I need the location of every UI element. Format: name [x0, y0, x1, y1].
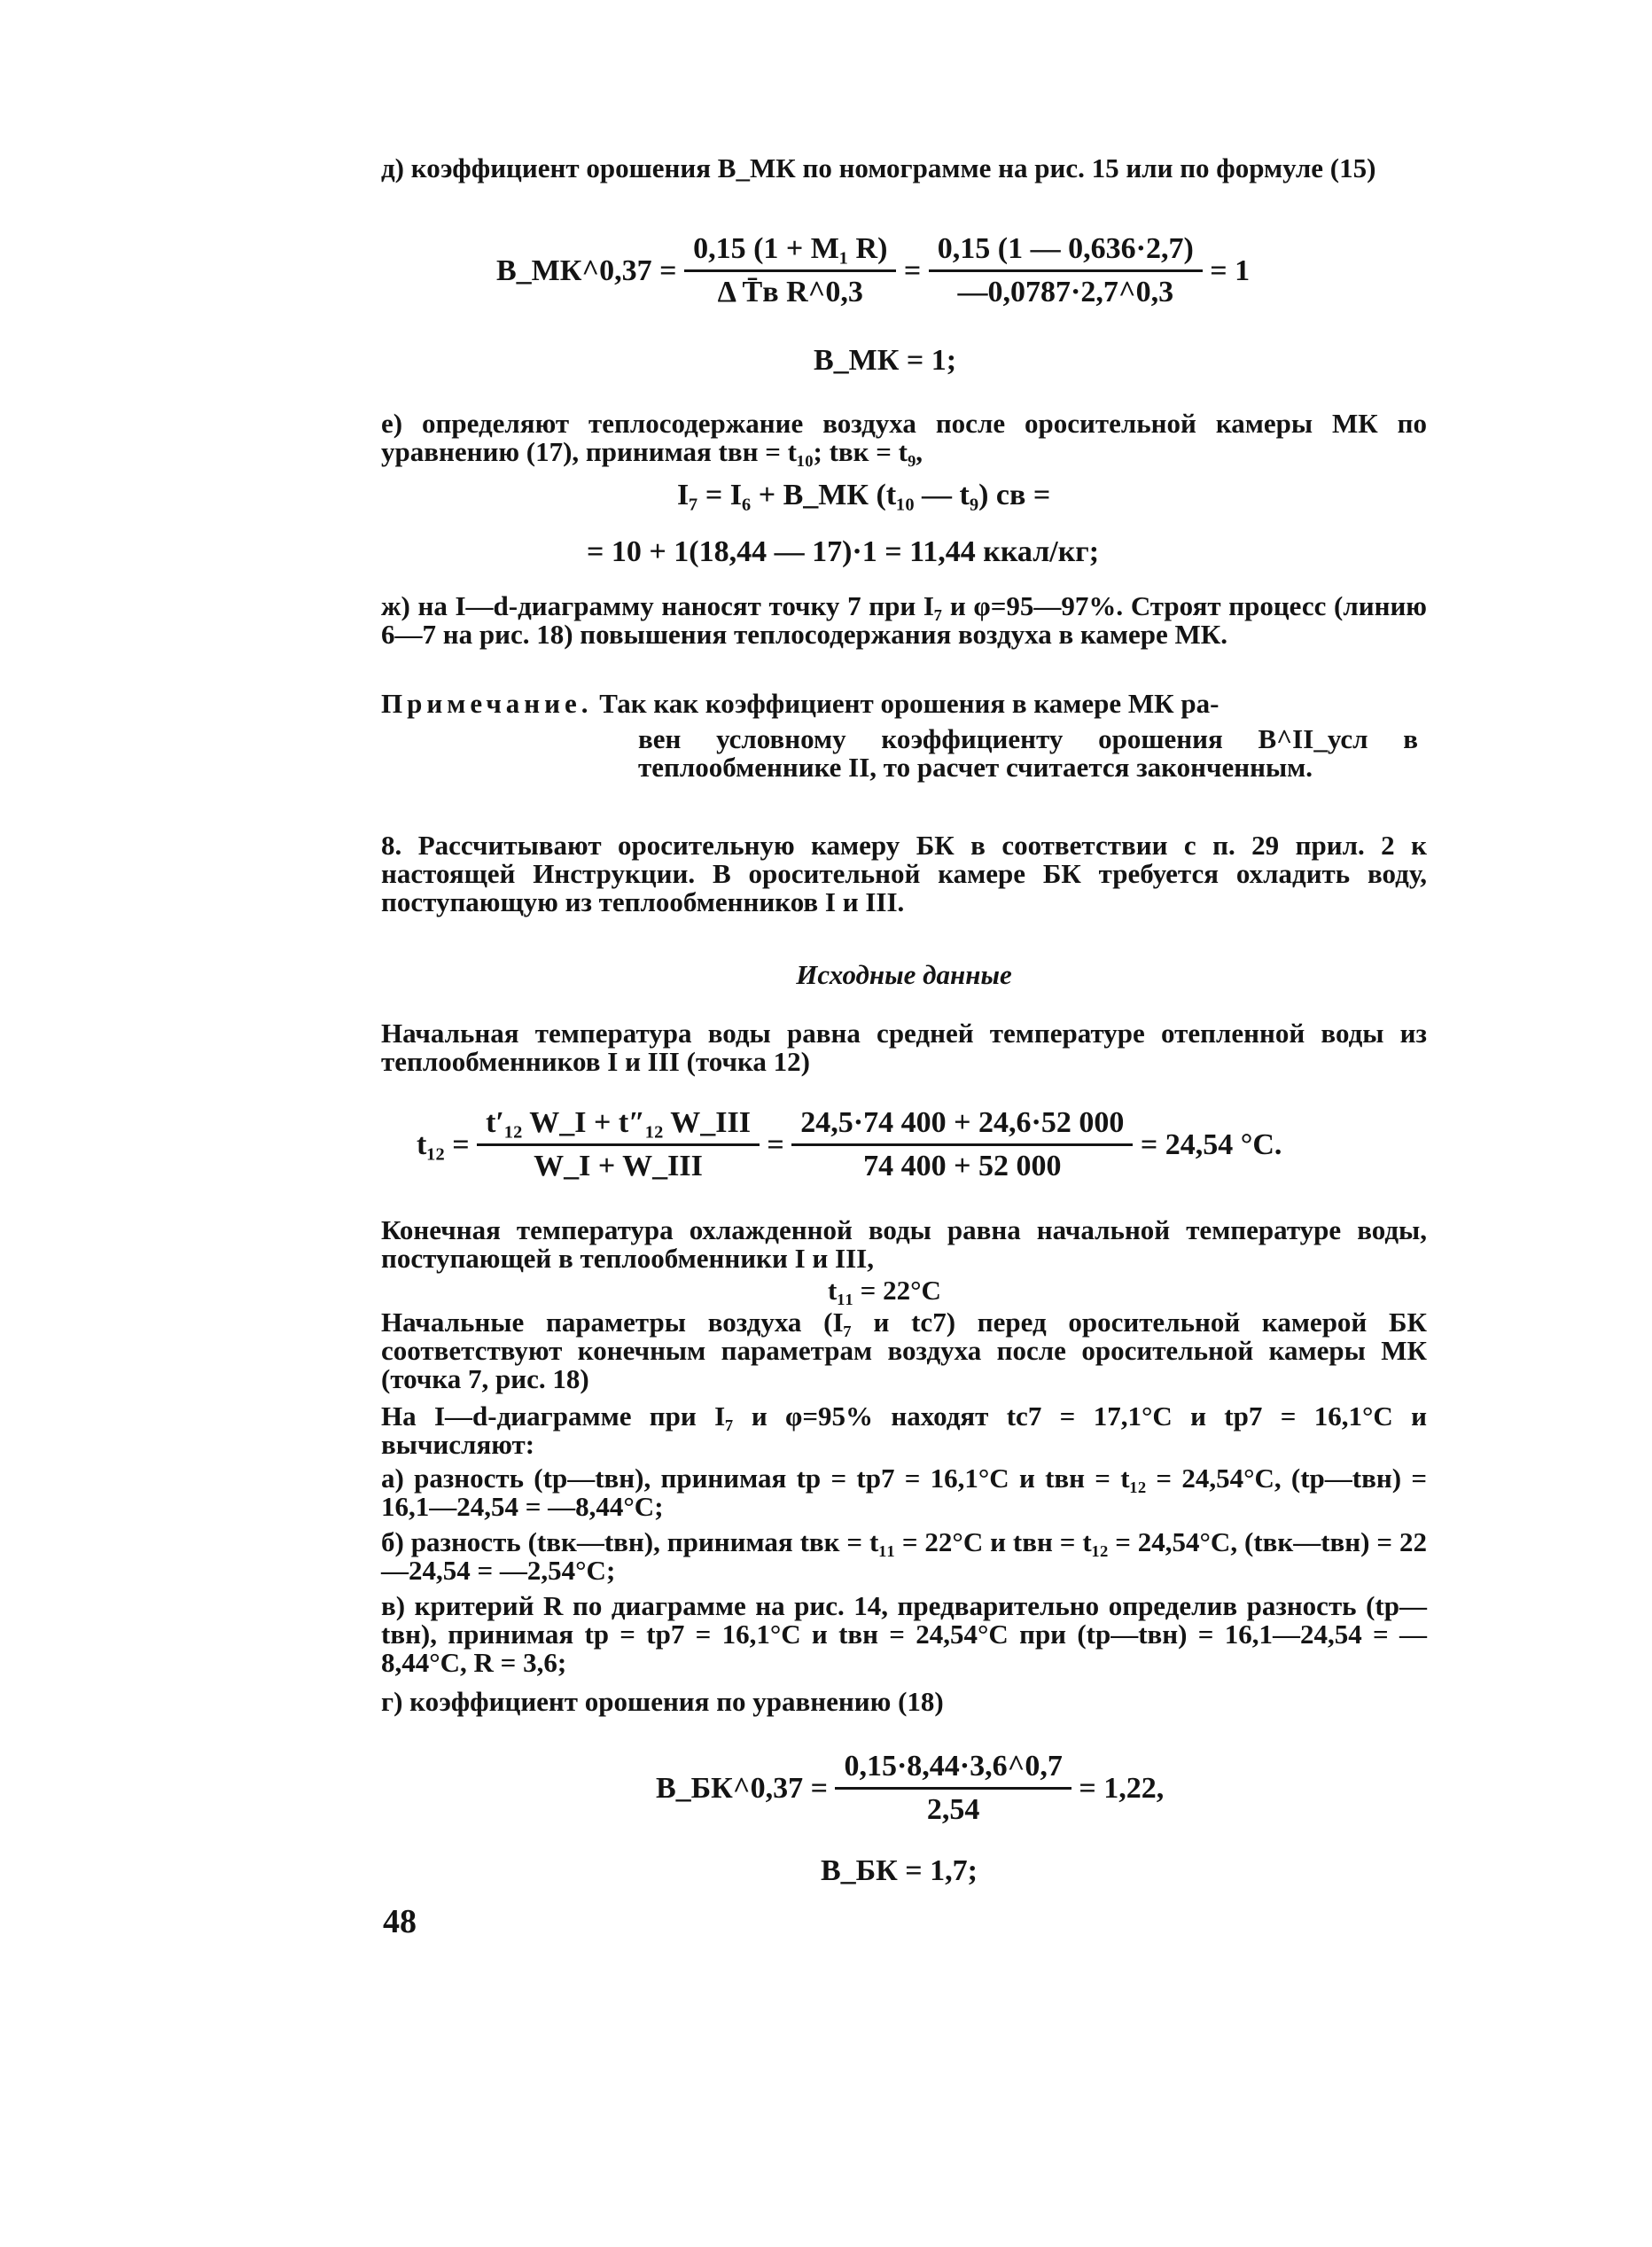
formula-lhs: B_БК^0,37 = [656, 1771, 828, 1805]
list-item-a: а) разность (tр—tвн), принимая tр = tр7 = 16,1°C и tвн = t₁₂ = 24,54°C, (tр—tвн) = 16,1—24,54 = —8,44°C; [381, 1463, 1427, 1522]
fraction [477, 1106, 760, 1183]
note-first-text: Так как коэффициент орошения в камере МК ра- [599, 688, 1220, 719]
paragraph-initial-temperature: Начальная температура воды равна средней температуре отепленной воды из теплообменников I и III (точка 12) [381, 1018, 1427, 1077]
page-number: 48 [383, 1903, 417, 1940]
denominator: 2,54 [926, 1793, 980, 1826]
formula-i7-line2: = 10 + 1(18,44 — 17)·1 = 11,44 ккал/кг; [587, 535, 1100, 568]
numerator: 0,15 (1 + M₁ R) [684, 232, 896, 272]
formula-lhs: t₁₂ = [417, 1127, 470, 1161]
formula-i7-line1: I₇ = I₆ + B_МК (t₁₀ — t₉) cв = [677, 479, 1051, 511]
paragraph-zh: ж) на I—d-диаграмму наносят точку 7 при I₇ и φ=95—97%. Строят процесс (линию 6—7 на рис. 18) повышения теплосодержания воздуха в камере МК. [381, 590, 1427, 650]
note-body: вен условному коэффициенту орошения B^II_усл в теплообменнике II, то расчет считается законченным. [638, 723, 1418, 783]
list-item-v: в) критерий R по диаграмме на рис. 14, предварительно определив разность (tр—tвн), принимая tр = tр7 = 16,1°C и tвн = 24,54°C при (tр—tвн) = 16,1—24,54 = —8,44°C, R = 3,6; [381, 1590, 1427, 1678]
paragraph-8: 8. Рассчитывают оросительную камеру БК в соответствии с п. 29 прил. 2 к настоящей Инструкции. В оросительной камере БК требуется охладить воду, поступающую из теплообменников I и III. [381, 830, 1427, 917]
paragraph-d: д) коэффициент орошения B_МК по номограмме на рис. 15 или по формуле (15) [381, 152, 1376, 183]
fraction [835, 1750, 1071, 1827]
note-label: Примечание. [381, 688, 593, 719]
formula-result: = 24,54 °C. [1140, 1127, 1282, 1161]
equals-sign: = [903, 254, 922, 287]
numerator: t′₁₂ W_I + t″₁₂ W_III [477, 1106, 760, 1146]
paragraph-air-parameters: Начальные параметры воздуха (I₇ и tс7) перед оросительной камерой БК соответствуют конечным параметрам воздуха после оросительной камеры МК (точка 7, рис. 18) [381, 1307, 1427, 1394]
fraction [791, 1106, 1133, 1183]
numerator: 0,15·8,44·3,6^0,7 [835, 1750, 1071, 1790]
formula-b-bk-037 [656, 1750, 1164, 1827]
paragraph-id-diagram: На I—d-диаграмме при I₇ и φ=95% находят tс7 = 17,1°C и tр7 = 16,1°C и вычисляют: [381, 1400, 1427, 1460]
formula-t11: t₁₁ = 22°C [828, 1275, 941, 1306]
numerator: 0,15 (1 — 0,636·2,7) [929, 232, 1203, 272]
equals-sign: = [767, 1127, 784, 1161]
fraction [929, 232, 1203, 309]
denominator: Δ T̄в R^0,3 [717, 276, 863, 308]
numerator: 24,5·74 400 + 24,6·52 000 [791, 1106, 1133, 1146]
denominator: 74 400 + 52 000 [863, 1150, 1062, 1182]
paragraph-e: е) определяют теплосодержание воздуха после оросительной камеры МК по уравнению (17), принимая tвн = t₁₀; tвк = t₉, [381, 408, 1427, 467]
paragraph-final-temperature: Конечная температура охлажденной воды равна начальной температуре воды, поступающей в теплообменники I и III, [381, 1214, 1427, 1274]
denominator: W_I + W_III [534, 1150, 703, 1182]
denominator: —0,0787·2,7^0,3 [957, 276, 1174, 308]
note-first-line [381, 690, 1427, 718]
formula-b-bk: B_БК = 1,7; [821, 1854, 978, 1887]
list-item-g: г) коэффициент орошения по уравнению (18) [381, 1686, 944, 1717]
formula-b-mk-037 [496, 232, 1250, 309]
formula-result: = 1 [1210, 254, 1251, 287]
list-item-b: б) разность (tвк—tвн), принимая tвк = t₁₁ = 22°C и tвн = t₁₂ = 24,54°C, (tвк—tвн) = 22—24,54 = —2,54°C; [381, 1526, 1427, 1586]
formula-b-mk: B_МК = 1; [814, 344, 957, 377]
formula-result: = 1,22, [1079, 1771, 1165, 1805]
fraction [684, 232, 896, 309]
formula-lhs: B_МК^0,37 = [496, 254, 677, 287]
section-heading: Исходные данные [796, 959, 1012, 990]
formula-t12 [417, 1106, 1282, 1183]
